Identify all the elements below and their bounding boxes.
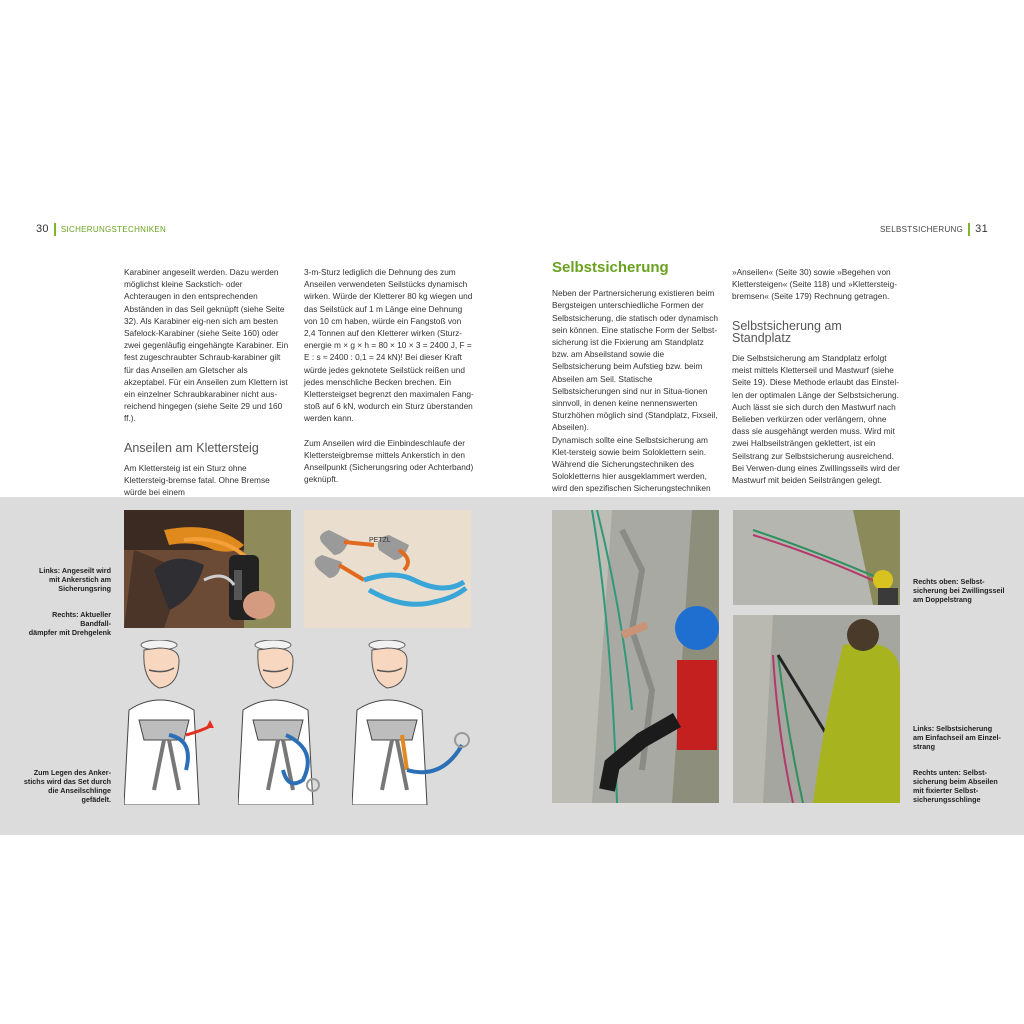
caption-rechts-unten: Rechts unten: Selbst- sicherung beim Abseilen mit fixierter Selbst- sicherungsschlinge	[913, 768, 998, 804]
subheading-standplatz: Selbstsicherung am Standplatz	[732, 318, 842, 345]
photo-climber-rock	[552, 510, 719, 803]
page-number-left: 30	[36, 223, 49, 235]
section-title-right: SELBSTSICHERUNG	[879, 224, 964, 234]
paragraph: Zum Anseilen wird die Einbindeschlaufe der Klettersteigbremse mittels Ankerstich in den Anseilpunkt (Sicherungsring oder Achterband) geknüpft.	[304, 437, 474, 485]
paragraph: Die Selbstsicherung am Standplatz erfolgt meist mittels Kletterseil und Mastwurf (siehe Seite 19). Diese Methode erlaubt das Einstel-len der optimalen Länge der Selbstsicherung. Auch lässt sie sich durch den Mastwurf nach Belieben verkürzen oder verlängern, ohne dass sie ausgehängt werden muss. Wird mit zwei Halbseilsträngen geklettert, ist ein Seilstrang zur Selbstsicherung ausreichend. Bei Verwen-dung eines Zwillingsseils wird der Mastwurf mit beiden Seilsträngen gelegt.	[732, 353, 900, 486]
text-column-2	[304, 266, 474, 485]
caption-rechts-oben: Rechts oben: Selbst- sicherung bei Zwillingsseil am Doppelstrang	[913, 577, 1005, 604]
page-number-right: 31	[975, 223, 988, 235]
chapter-heading: Selbstsicherung	[552, 259, 669, 276]
text-column-1	[124, 266, 289, 498]
paragraph: »Anseilen« (Seite 30) sowie »Begehen von Klettersteigen« (Seite 118) und »Klettersteig-bremsen« (Seite 179) Rechnung getragen.	[732, 267, 897, 302]
caption-links-anseilen: Links: Angeseilt wird mit Ankerstich am Sicherungsring	[38, 566, 111, 593]
subheading-klettersteig: Anseilen am Klettersteig	[124, 440, 259, 455]
header-divider	[54, 223, 56, 236]
paragraph: Karabiner angeseilt werden. Dazu werden möglichst kleine Sackstich- oder Achteraugen in den entsprechenden Abständen in das Seil geknüpft (siehe Seite 32). Als Karabiner eig-nen sich am besten Safelock-Karabiner (siehe Seite 160) oder zwei gegenläufig eingehängte Karabiner. Ein fest zugeschraubter Schraub-karabiner gilt für das Anseilen am Gletscher als akzeptabel. Für ein Anseilen zum Klettern ist ein einzelner Schraubkarabiner nicht aus-reichend hingegen (siehe Seite 29 und 160 ff.).	[124, 267, 289, 424]
photo-harness-ankerstich	[124, 510, 291, 628]
section-title-left: SICHERUNGSTECHNIKEN	[60, 224, 167, 234]
photo-zwillingsseil	[733, 510, 900, 605]
text-column-3	[552, 259, 720, 507]
paragraph: 3-m-Sturz lediglich die Dehnung des zum Anseilen verwendeten Seilstücks dynamisch wirken. Würde der Kletterer 80 kg wiegen und das Seilstück auf 1 m Länge eine Dehnung von 10 cm haben, würde ein Fangstoß von 2,4 Tonnen auf den Kletterer wirken (Sturz-energie m × g × h = 80 × 10 × 3 = 2400 J, F = E : s ≈ 2400 : 0,1 = 24 kN)! Bei dieser Kraft würde jedes geknotete Seilstück reißen und jedes menschliche Becken brechen. Ein Klettersteigset begrenzt den maximalen Fang-stoß auf 6 kN, wodurch ein Sturz überstanden werden kann.	[304, 267, 474, 424]
paragraph: Neben der Partnersicherung existieren beim Bergsteigen unterschiedliche Formen der Selbstsicherung, die statisch oder dynamisch sein können. Eine statische Form der Selbst-sicherung ist die Fixierung am Standplatz bzw. am Abseilstand sowie die Selbstsicherung beim Aufstieg bzw. beim Abseilen am Seil. Statische Selbstsicherungen sind nur in Situa-tionen sinnvoll, in denen keine nennenswerten Sturzhöhen möglich sind (Standplatz, Fixseil, Abseilen).	[552, 288, 719, 433]
text-column-4	[732, 266, 902, 486]
header-divider	[968, 223, 970, 236]
photo-einfachseil	[733, 615, 900, 803]
illustration-step-3	[352, 640, 472, 805]
caption-ankerstich: Zum Legen des Anker- stichs wird das Set durch die Anseilschlinge gefädelt.	[23, 768, 111, 804]
paragraph: Am Klettersteig ist ein Sturz ohne Klettersteig-bremse fatal. Ohne Bremse würde bei einem	[124, 462, 270, 498]
photo-bandfalldaempfer	[304, 510, 471, 628]
product-label: PETZL	[369, 537, 391, 544]
illustration-step-2	[238, 640, 328, 805]
caption-links-einfachseil: Links: Selbstsicherung am Einfachseil am Einzel- strang	[913, 724, 1001, 751]
caption-rechts-bandfall: Rechts: Aktueller Bandfall- dämpfer mit Drehgelenk	[28, 610, 111, 637]
page-header-right	[880, 222, 988, 236]
illustration-step-1	[124, 640, 214, 805]
paragraph: Dynamisch sollte eine Selbstsicherung am Klet-tersteig sowie beim Soloklettern sein. Während die Sicherungstechniken des Solokletterns hier ausgeklammert werden, wird den spezifischen Sicherungstechniken	[552, 434, 711, 494]
page-header-left	[36, 222, 166, 236]
